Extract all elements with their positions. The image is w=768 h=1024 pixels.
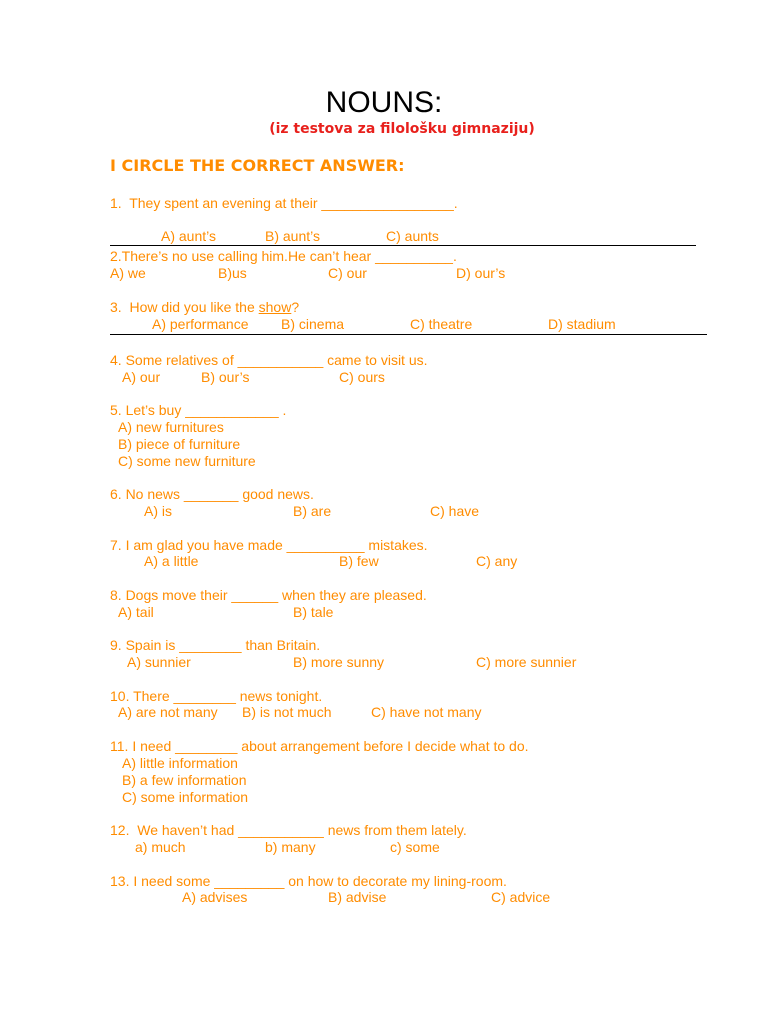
question-3-option-c: C) theatre <box>410 316 473 332</box>
question-9-option-c: C) more sunnier <box>476 654 577 670</box>
question-6-option-c: C) have <box>430 503 480 519</box>
question-5-option-c: C) some new furniture <box>118 453 256 469</box>
question-8-option-b: B) tale <box>293 604 334 620</box>
question-8-stem: 8. Dogs move their ______ when they are pleased. <box>110 587 427 603</box>
question-2-option-b: B)us <box>218 265 247 281</box>
question-7-option-b: B) few <box>339 553 379 569</box>
page-title: NOUNS: <box>325 86 443 119</box>
question-10-stem: 10. There ________ news tonight. <box>110 688 323 704</box>
question-4-stem: 4. Some relatives of ___________ came to visit us. <box>110 352 428 368</box>
question-11-option-b: B) a few information <box>122 772 247 788</box>
question-3-stem <box>110 299 299 316</box>
question-2-option-a: A) we <box>110 265 146 281</box>
question-13-stem: 13. I need some _________ on how to decorate my lining-room. <box>110 873 507 889</box>
question-6-option-a: A) is <box>144 503 172 519</box>
question-5-option-a: A) new furnitures <box>118 419 224 435</box>
question-4-option-c: C) ours <box>339 369 385 385</box>
question-5-option-b: B) piece of furniture <box>118 436 241 452</box>
question-9-option-b: B) more sunny <box>293 654 385 670</box>
section-heading: I CIRCLE THE CORRECT ANSWER: <box>110 156 405 175</box>
question-1-stem: 1. They spent an evening at their _________________. <box>110 195 458 211</box>
question-9-stem: 9. Spain is ________ than Britain. <box>110 637 321 653</box>
question-1-option-c: C) aunts <box>386 228 439 244</box>
question-7-option-a: A) a little <box>144 553 199 569</box>
question-4-option-a: A) our <box>122 369 161 385</box>
question-12-option-a: a) much <box>135 839 186 855</box>
question-7-stem: 7. I am glad you have made __________ mistakes. <box>110 537 428 553</box>
separator-line <box>110 334 707 335</box>
question-2-stem: 2.There’s no use calling him.He can’t hear __________. <box>110 248 457 264</box>
question-11-stem: 11. I need ________ about arrangement before I decide what to do. <box>110 738 529 754</box>
question-3-option-d: D) stadium <box>548 316 616 332</box>
question-10-option-b: B) is not much <box>242 704 332 720</box>
question-3-underlined-word: show <box>258 299 292 315</box>
question-4-option-b: B) our’s <box>201 369 250 385</box>
question-11-option-c: C) some information <box>122 789 249 805</box>
question-13-option-c: C) advice <box>491 889 551 905</box>
question-1-option-a: A) aunt’s <box>161 228 216 244</box>
question-2-option-d: D) our’s <box>456 265 506 281</box>
question-7-option-c: C) any <box>476 553 518 569</box>
question-1-option-b: B) aunt’s <box>265 228 320 244</box>
question-13-option-a: A) advises <box>182 889 248 905</box>
question-5-stem: 5. Let’s buy ____________ . <box>110 402 287 418</box>
question-2-option-c: C) our <box>328 265 367 281</box>
separator-line <box>110 245 696 246</box>
question-3-stem-post: ? <box>291 299 300 315</box>
question-3-option-a: A) performance <box>152 316 249 332</box>
question-9-option-a: A) sunnier <box>127 654 191 670</box>
question-13-option-b: B) advise <box>328 889 387 905</box>
question-6-stem: 6. No news _______ good news. <box>110 486 314 502</box>
question-11-option-a: A) little information <box>122 755 238 771</box>
question-6-option-b: B) are <box>293 503 332 519</box>
question-8-option-a: A) tail <box>118 604 154 620</box>
question-10-option-a: A) are not many <box>118 704 218 720</box>
question-12-option-b: b) many <box>265 839 316 855</box>
question-10-option-c: C) have not many <box>371 704 482 720</box>
page-subtitle: (iz testova za filološku gimnaziju) <box>269 121 535 137</box>
question-12-stem: 12. We haven’t had ___________ news from them lately. <box>110 822 467 838</box>
question-3-stem-pre: 3. How did you like the <box>110 299 259 315</box>
question-12-option-c: c) some <box>390 839 440 855</box>
question-3-option-b: B) cinema <box>281 316 345 332</box>
